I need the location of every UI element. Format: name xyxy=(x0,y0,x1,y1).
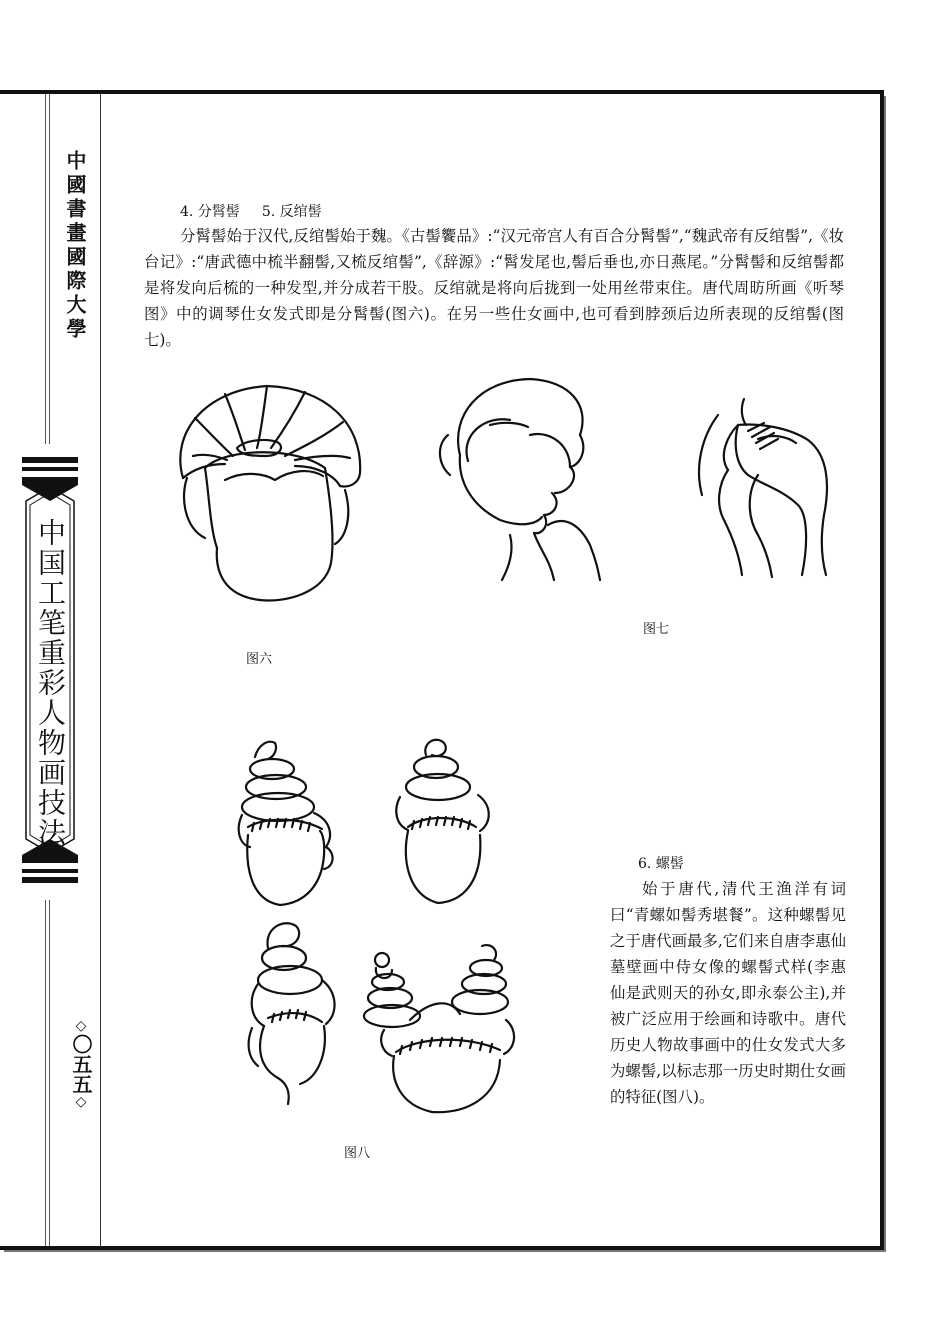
figure-8-head-1 xyxy=(230,735,355,915)
heading-5: 5. 反绾髻 xyxy=(261,204,322,220)
page-frame-shadow-bottom xyxy=(4,1250,886,1252)
figure-6-caption: 图六 xyxy=(246,652,273,667)
diamond-ornament: ◇ xyxy=(73,1018,89,1034)
figure-8-head-4 xyxy=(370,940,530,1120)
figure-8-caption: 图八 xyxy=(344,1146,371,1161)
figure-8-head-3 xyxy=(238,918,358,1108)
university-title: 中國書畫國際大學 xyxy=(63,150,87,342)
section-heading-4-5 xyxy=(180,201,322,221)
figure-6-illustration xyxy=(165,378,375,608)
page-frame-shadow xyxy=(884,96,886,1250)
figure-7-left-illustration xyxy=(430,375,620,585)
spine-divider xyxy=(100,94,101,1246)
spine-rule xyxy=(49,94,50,444)
spine-rule xyxy=(45,94,46,444)
section-heading-6: 6. 螺髻 xyxy=(638,856,684,872)
figure-7-right-illustration xyxy=(688,395,838,585)
figure-8-head-2 xyxy=(388,735,508,915)
diamond-ornament: ◇ xyxy=(73,1094,89,1110)
figure-7-caption: 图七 xyxy=(643,622,670,637)
heading-4: 4. 分髾髻 xyxy=(180,204,240,220)
page-number-block xyxy=(58,1018,92,1110)
section-paragraph-6: 始于唐代,清代王渔洋有词曰“青螺如髻秀堪餐”。这种螺髻见之于唐代画最多,它们来自唐李惠仙墓壁画中侍女像的螺髻式样(李惠仙是武则天的孙女,即永泰公主),并被广泛应用于绘画和诗歌中。唐代历史人物故事画中的仕女发式大多为螺髻,以标志那一历史时期仕女画的特征(图八)。 xyxy=(610,880,846,1106)
page-frame-top xyxy=(0,90,884,94)
page-number: 〇五五 xyxy=(69,1034,93,1094)
section-paragraph-4-5: 分髾髻始于汉代,反绾髻始于魏。《古髻饗品》:“汉元帝宫人有百合分髾髻”,“魏武帝有反绾髻”,《妆台记》:“唐武德中梳半翻髻,又梳反绾髻”,《辞源》:“髾发尾也,髻后垂也,亦日燕尾。”分髾髻和反绾髻都是将发向后梳的一种发型,并分成若干股。反绾就是将向后拢到一处用丝带束住。唐代周昉所画《听琴图》中的调琴仕女发式即是分髾髻(图六)。在另一些仕女画中,也可看到脖颈后边所表现的反绾髻(图七)。 xyxy=(144,227,844,349)
book-title: 中国工笔重彩人物画技法 xyxy=(34,518,67,848)
spine-rule xyxy=(45,900,46,1246)
spine-rule xyxy=(49,900,50,1246)
